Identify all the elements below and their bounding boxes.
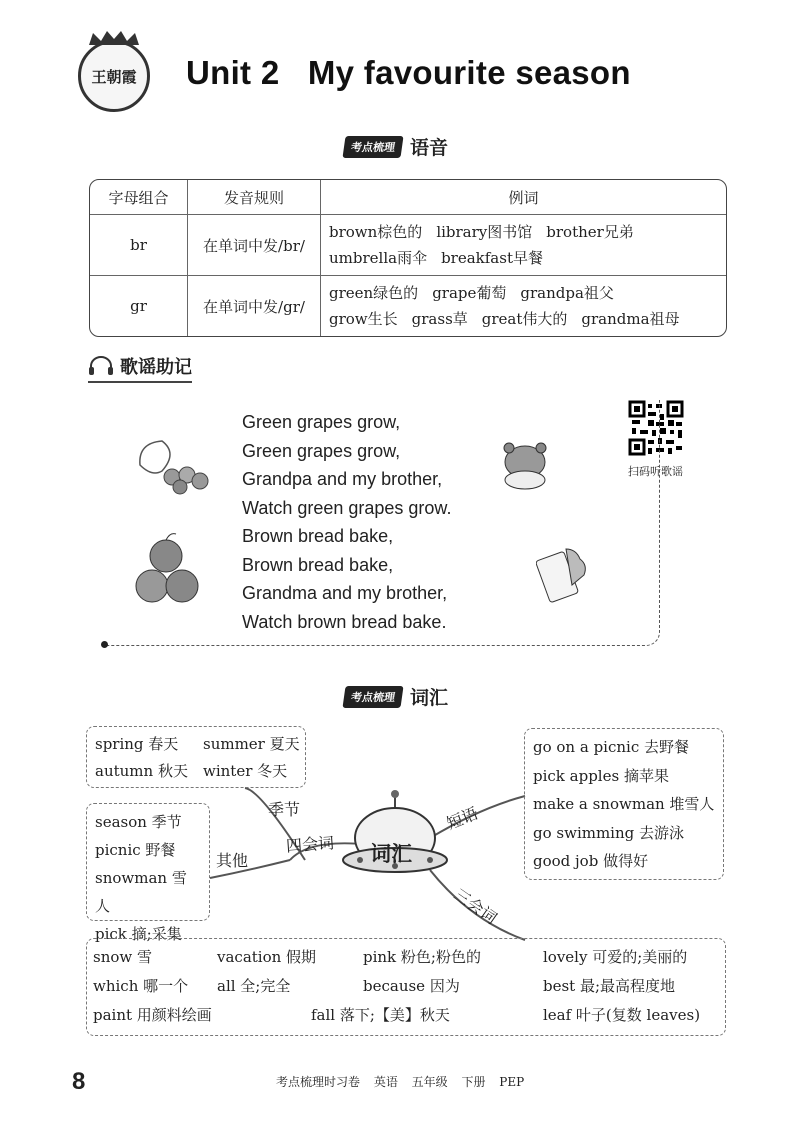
song-line: Watch brown bread bake.: [242, 611, 447, 632]
others-box: [86, 803, 210, 943]
song-heading: [88, 353, 192, 383]
example-words: [321, 215, 726, 276]
example-word: grape葡萄: [432, 284, 507, 302]
vocab-word: paint 用颜料绘画: [93, 1006, 212, 1024]
phrases-box: [524, 728, 724, 880]
song-title: 歌谣助记: [120, 357, 192, 378]
song-line: Grandpa and my brother,: [242, 469, 443, 489]
song-line: Grandma and my brother,: [242, 583, 448, 603]
branch-label-three: 三会词: [450, 884, 501, 928]
example-word: brother兄弟: [546, 223, 634, 241]
column-header: 发音规则: [188, 180, 321, 215]
phrase: make a snowman 堆雪人: [533, 795, 715, 813]
phrase: pick apples 摘苹果: [533, 766, 669, 785]
vocab-word: season 季节: [95, 813, 182, 831]
brand-logo: [78, 40, 150, 112]
page-title: Unit 2 My favourite season: [186, 54, 631, 91]
vocab-word: vacation 假期: [217, 948, 317, 966]
vocab-word: autumn 秋天: [95, 762, 188, 780]
rule: 在单词中发/br/: [188, 215, 321, 276]
vocab-word: summer 夏天: [203, 735, 300, 753]
song-line: Green grapes grow,: [242, 412, 401, 432]
example-word: grandma祖母: [581, 310, 680, 328]
headphones-icon: [88, 356, 114, 376]
example-word: great伟大的: [481, 310, 568, 328]
branch-label-phrase: 短语: [443, 803, 481, 834]
branch-label-four: 四会词: [285, 833, 335, 856]
qr-label: 扫码听歌谣: [628, 465, 683, 478]
rule: 在单词中发/gr/: [188, 276, 321, 336]
vocab-heading: [344, 683, 448, 710]
table-row: [90, 215, 726, 276]
table-header-row: [90, 180, 726, 215]
song-frame-dot: [101, 641, 108, 648]
vocab-word: fall 落下;【美】秋天: [311, 1006, 450, 1024]
song-line: Green grapes grow,: [242, 440, 401, 461]
example-word: grass草: [411, 310, 468, 328]
song-line: Brown bread bake,: [242, 554, 394, 575]
table-row: [90, 276, 726, 336]
example-word: umbrella雨伞: [329, 249, 428, 267]
vocab-word: because 因为: [363, 977, 460, 995]
song-line: Brown bread bake,: [242, 526, 394, 546]
example-word: green绿色的: [329, 284, 419, 302]
example-word: breakfast早餐: [441, 249, 543, 267]
branch-label-other: 其他: [216, 851, 249, 870]
vocab-word: picnic 野餐: [95, 841, 176, 859]
vocab-word: winter 冬天: [203, 762, 288, 780]
vocab-word: pink 粉色;粉色的: [363, 948, 481, 966]
phrase: go swimming 去游泳: [533, 823, 685, 842]
page-number: 8: [72, 1068, 86, 1095]
vocab-word: snowman 雪人: [95, 869, 187, 915]
vocab-word: leaf 叶子(复数 leaves): [543, 1006, 701, 1024]
vocab-word: lovely 可爱的;美丽的: [543, 948, 688, 966]
three-words-box: [86, 938, 726, 1036]
phrase: good job 做得好: [533, 852, 649, 870]
vocab-word: snow 雪: [93, 948, 152, 966]
letter-combo: br: [90, 215, 188, 276]
vocab-word: which 哪一个: [93, 977, 189, 995]
vocab-word: pick 摘;采集: [95, 925, 182, 943]
branch-label-season: 季节: [268, 800, 301, 819]
section-tag: 考点梳理: [342, 136, 403, 158]
example-word: library图书馆: [436, 223, 533, 241]
logo-text: 王朝霞: [91, 67, 137, 86]
example-words: [321, 276, 726, 336]
song-line: Watch green grapes grow.: [242, 497, 452, 518]
example-word: grow生长: [329, 310, 398, 328]
seasons-box: [86, 726, 306, 788]
letter-combo: gr: [90, 276, 188, 336]
vocab-word: spring 春天: [95, 735, 179, 753]
column-header: 字母组合: [90, 180, 188, 215]
pronunciation-table: [89, 179, 727, 337]
footer-text: 考点梳理时习卷 英语 五年级 下册 PEP: [276, 1075, 525, 1089]
section-title: 词汇: [410, 687, 449, 709]
vocab-word: best 最;最高程度地: [543, 977, 676, 995]
example-word: brown棕色的: [329, 223, 423, 241]
mindmap-center: 词汇: [370, 842, 412, 866]
phrase: go on a picnic 去野餐: [533, 738, 689, 756]
section-tag: 考点梳理: [342, 686, 403, 708]
section-title: 语音: [410, 137, 449, 159]
pronunciation-heading: [344, 133, 448, 160]
song-frame: [104, 400, 660, 646]
column-header: 例词: [321, 180, 726, 215]
vocab-word: all 全;完全: [217, 977, 291, 995]
example-word: grandpa祖父: [520, 284, 614, 302]
